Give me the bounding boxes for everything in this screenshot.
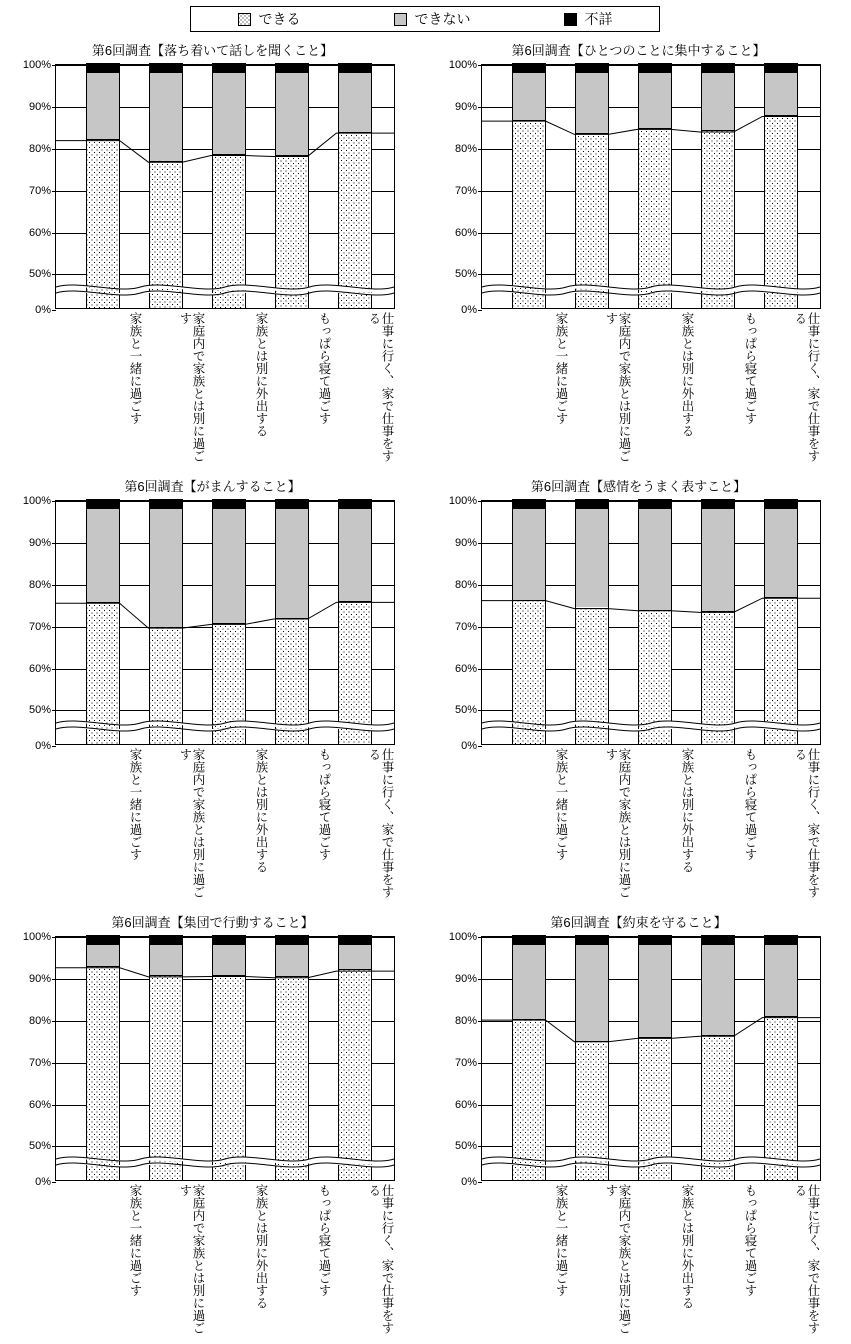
x-axis-label-5: 仕事に行く、家で仕事をする [792,748,820,898]
y-axis-label: 80% [454,1014,477,1027]
x-axis-label-3: 家族とは別に外出する [680,748,694,873]
dekiru-trend-line [482,65,820,308]
y-axis-label: 0% [35,1176,51,1188]
y-axis-label: 90% [454,972,477,985]
x-axis-labels [481,312,821,470]
x-axis-label-2: 家庭内で家族とは別に過ごす [177,748,205,898]
y-axis-label: 80% [454,142,477,155]
y-axis-label: 90% [28,100,51,113]
y-axis-label: 50% [28,268,51,281]
y-axis-label: 80% [454,578,477,591]
x-axis-label-5: 仕事に行く、家で仕事をする [366,1184,394,1334]
dekiru-trend-line [482,501,820,744]
y-axis-label: 60% [454,226,477,239]
legend-swatch-dekiru-icon [238,13,251,26]
y-axis-label: 100% [22,931,51,943]
legend-item-fusho [564,9,613,29]
plot-area [22,59,395,316]
y-axis-label: 60% [28,1098,51,1111]
y-axis-label: 50% [454,704,477,717]
x-axis-labels [55,748,395,906]
y-axis-label: 50% [454,1140,477,1153]
legend-item-dekiru [238,9,301,29]
x-axis-labels [481,748,821,906]
y-axis-label: 50% [454,268,477,281]
chart-2 [426,36,851,472]
y-axis-label: 60% [454,662,477,675]
x-axis-labels [55,312,395,470]
x-axis-label-2: 家庭内で家族とは別に過ごす [603,1184,631,1334]
plot-area [448,495,821,752]
x-axis-label-3: 家族とは別に外出する [680,1184,694,1309]
x-axis-label-5: 仕事に行く、家で仕事をする [366,312,394,462]
chart-title: 第6回調査【がまんすること】 [124,479,301,494]
x-axis-label-3: 家族とは別に外出する [254,1184,268,1309]
x-axis-label-4: もっぱら寝て過ごす [743,312,757,425]
x-axis-label-1: 家族と一緒に過ごす [554,748,568,861]
y-axis-label: 50% [28,704,51,717]
y-axis-label: 100% [22,495,51,507]
x-axis-label-4: もっぱら寝て過ごす [317,748,331,861]
y-axis-label: 70% [28,184,51,197]
legend-label-dekiru: できる [258,11,301,27]
x-axis-label-1: 家族と一緒に過ごす [554,312,568,425]
x-axis-label-4: もっぱら寝て過ごす [317,1184,331,1297]
chart-title: 第6回調査【感情をうまく表すこと】 [530,479,747,494]
x-axis-label-1: 家族と一緒に過ごす [128,1184,142,1297]
y-axis-label: 60% [28,662,51,675]
x-axis-label-3: 家族とは別に外出する [254,748,268,873]
x-axis-label-5: 仕事に行く、家で仕事をする [366,748,394,898]
axis-break-squiggle [482,716,820,738]
axis-break-squiggle [482,280,820,302]
dekiru-trend-line [56,501,394,744]
y-axis-label: 80% [28,578,51,591]
x-axis-label-1: 家族と一緒に過ごす [128,312,142,425]
y-axis-label: 100% [448,931,477,943]
y-axis-label: 0% [35,304,51,316]
y-axis-label: 80% [28,1014,51,1027]
chart-title: 第6回調査【落ち着いて話しを聞くこと】 [91,43,334,58]
x-axis-label-3: 家族とは別に外出する [680,312,694,437]
x-axis-label-2: 家庭内で家族とは別に過ごす [603,748,631,898]
x-axis-label-2: 家庭内で家族とは別に過ごす [177,312,205,462]
legend-label-fusho: 不詳 [584,11,613,27]
chart-3 [0,472,425,908]
y-axis-label: 0% [461,740,477,752]
y-axis-label: 100% [448,59,477,71]
x-axis-label-4: もっぱら寝て過ごす [317,312,331,425]
plot-area [22,931,395,1188]
chart-5 [0,908,425,1344]
chart-grid [0,36,851,1343]
x-axis-label-2: 家庭内で家族とは別に過ごす [177,1184,205,1334]
y-axis-label: 70% [454,620,477,633]
chart-4 [426,472,851,908]
legend-swatch-fusho-icon [564,13,577,26]
axis-break-squiggle [56,716,394,738]
y-axis-label: 90% [454,536,477,549]
y-axis-label: 80% [28,142,51,155]
y-axis-label: 70% [28,1056,51,1069]
y-axis-label: 90% [28,972,51,985]
x-axis-label-3: 家族とは別に外出する [254,312,268,437]
x-axis-label-4: もっぱら寝て過ごす [743,748,757,861]
chart-legend [190,6,660,32]
x-axis-label-1: 家族と一緒に過ごす [128,748,142,861]
plot-area [448,931,821,1188]
y-axis-label: 0% [461,304,477,316]
dekiru-trend-line [56,65,394,308]
y-axis-label: 60% [454,1098,477,1111]
x-axis-label-5: 仕事に行く、家で仕事をする [792,1184,820,1334]
y-axis-label: 0% [461,1176,477,1188]
axis-break-squiggle [482,1152,820,1174]
y-axis-label: 90% [28,536,51,549]
chart-1 [0,36,425,472]
chart-title: 第6回調査【ひとつのことに集中すること】 [511,43,766,58]
dekiru-trend-line [482,937,820,1180]
axis-break-squiggle [56,280,394,302]
y-axis-label: 100% [448,495,477,507]
chart-title: 第6回調査【約束を守ること】 [550,915,727,930]
x-axis-label-4: もっぱら寝て過ごす [743,1184,757,1297]
legend-swatch-dekinai-icon [394,13,407,26]
plot-area [22,495,395,752]
chart-title: 第6回調査【集団で行動すること】 [111,915,314,930]
y-axis-label: 90% [454,100,477,113]
legend-label-dekinai: できない [414,11,471,27]
x-axis-labels [481,1184,821,1342]
dekiru-trend-line [56,937,394,1180]
axis-break-squiggle [56,1152,394,1174]
y-axis-label: 0% [35,740,51,752]
x-axis-label-2: 家庭内で家族とは別に過ごす [603,312,631,462]
y-axis-label: 100% [22,59,51,71]
y-axis-label: 70% [454,184,477,197]
y-axis-label: 70% [28,620,51,633]
x-axis-label-5: 仕事に行く、家で仕事をする [792,312,820,462]
x-axis-labels [55,1184,395,1342]
legend-item-dekinai [394,9,471,29]
y-axis-label: 60% [28,226,51,239]
chart-6 [426,908,851,1344]
y-axis-label: 50% [28,1140,51,1153]
x-axis-label-1: 家族と一緒に過ごす [554,1184,568,1297]
y-axis-label: 70% [454,1056,477,1069]
plot-area [448,59,821,316]
